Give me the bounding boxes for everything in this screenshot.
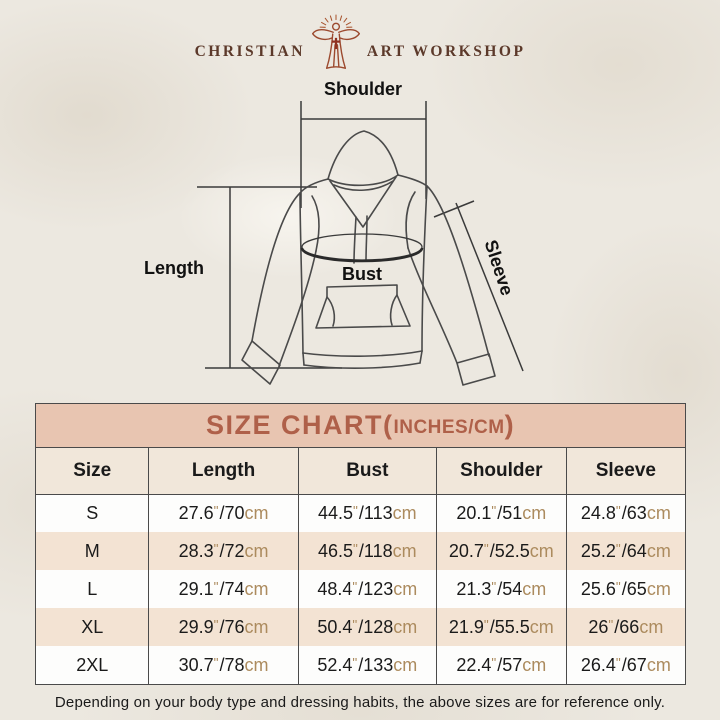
hoodie-diagram	[100, 75, 620, 405]
bust-cell: 50.4"/128cm	[298, 608, 436, 646]
length-cell: 30.7"/78cm	[149, 646, 298, 684]
hoodie-diagram-svg	[100, 75, 620, 405]
sleeve-cell: 26.4"/67cm	[566, 646, 685, 684]
shoulder-cell: 21.9"/55.5cm	[436, 608, 566, 646]
shoulder-cell: 21.3"/54cm	[436, 570, 566, 608]
bust-cell: 44.5"/113cm	[298, 494, 436, 532]
table-row-l	[36, 570, 685, 608]
size-chart-title	[36, 404, 685, 448]
column-header-size: Size	[36, 448, 149, 494]
title-paren-close: )	[504, 410, 516, 440]
size-cell: S	[36, 494, 149, 532]
size-cell: XL	[36, 608, 149, 646]
shoulder-label: Shoulder	[323, 79, 403, 99]
table-row-2xl	[36, 646, 685, 684]
measurement-lines	[197, 101, 523, 371]
footer-note: Depending on your body type and dressing habits, the above sizes are for reference only.	[54, 694, 666, 711]
size-table	[36, 448, 685, 684]
length-label: Length	[144, 258, 204, 278]
sleeve-cell: 26"/66cm	[566, 608, 685, 646]
column-header-bust: Bust	[298, 448, 436, 494]
table-row-xl	[36, 608, 685, 646]
bust-label: Bust	[342, 264, 382, 284]
size-cell: 2XL	[36, 646, 149, 684]
column-header-row	[36, 448, 685, 494]
bust-cell: 48.4"/123cm	[298, 570, 436, 608]
brand-logo	[0, 13, 720, 73]
table-row-s	[36, 494, 685, 532]
title-main: SIZE CHART	[205, 410, 383, 440]
table-row-m	[36, 532, 685, 570]
sleeve-label: Sleeve	[480, 237, 518, 298]
column-header-shoulder: Shoulder	[436, 448, 566, 494]
size-cell: L	[36, 570, 149, 608]
sleeve-cell: 24.8"/63cm	[566, 494, 685, 532]
hoodie-outline	[242, 131, 495, 385]
size-chart	[35, 403, 686, 685]
chest-cross	[332, 38, 340, 49]
size-cell: M	[36, 532, 149, 570]
column-header-sleeve: Sleeve	[566, 448, 685, 494]
shoulder-cell: 20.7"/52.5cm	[436, 532, 566, 570]
bust-cell: 46.5"/118cm	[298, 532, 436, 570]
sleeve-cell: 25.6"/65cm	[566, 570, 685, 608]
halo-rays	[320, 15, 352, 27]
length-cell: 27.6"/70cm	[149, 494, 298, 532]
column-header-length: Length	[149, 448, 298, 494]
title-paren-open: (	[382, 410, 394, 440]
jesus-figure-icon	[308, 13, 364, 73]
bust-ellipse	[302, 234, 422, 261]
title-sub: INCHES/CM	[393, 416, 505, 438]
length-cell: 28.3"/72cm	[149, 532, 298, 570]
sleeve-cell: 25.2"/64cm	[566, 532, 685, 570]
shoulder-cell: 22.4"/57cm	[436, 646, 566, 684]
logo-text-right: ART WORKSHOP	[366, 43, 526, 60]
length-cell: 29.1"/74cm	[149, 570, 298, 608]
logo-text-left: CHRISTIAN	[194, 43, 305, 60]
length-cell: 29.9"/76cm	[149, 608, 298, 646]
shoulder-cell: 20.1"/51cm	[436, 494, 566, 532]
bust-cell: 52.4"/133cm	[298, 646, 436, 684]
